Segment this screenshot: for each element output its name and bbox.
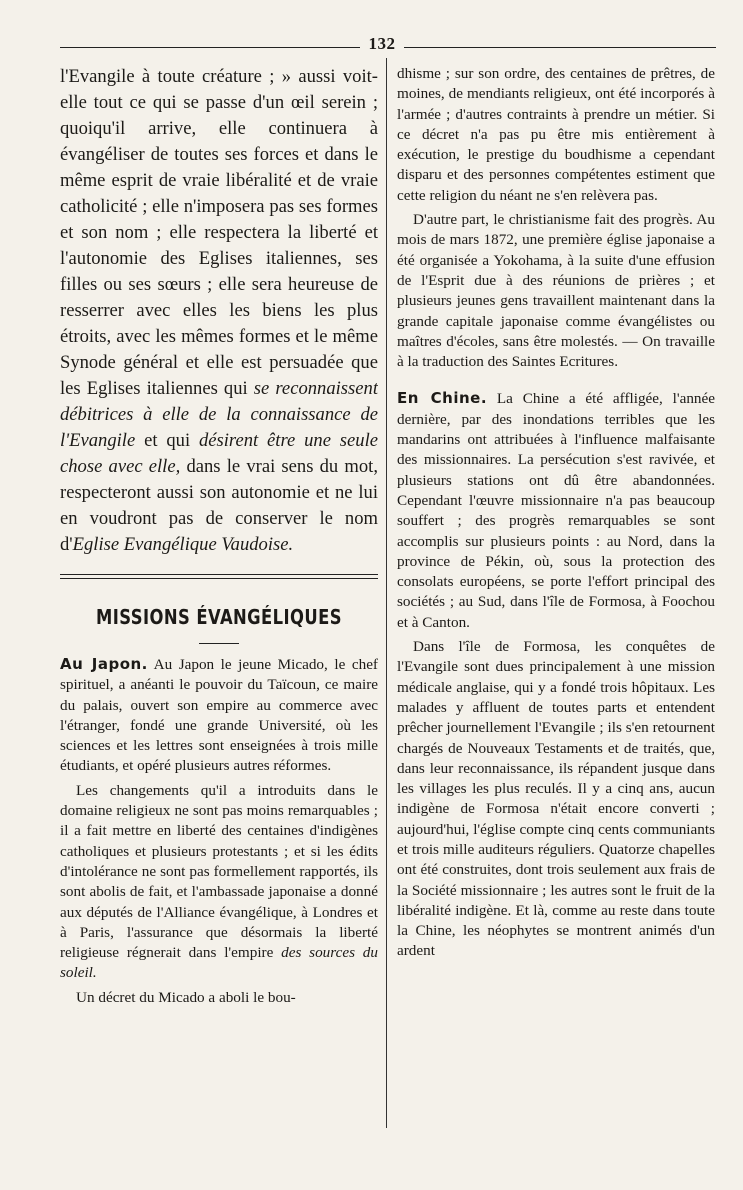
japon-paragraph-3-continued: dhisme ; sur son ordre, des centaines de prêtres, de moines, de mendiants religieux, ont été incorporés à l'armée ; d'autres contraints à prendre un métier. Si ce décret n'a pas pu être mis entièrement à exécution, le prestige du boudhisme a cependant disparu et des personnes compétentes estiment que cette religion du néant ne s'en relèvera pas. — [397, 65, 715, 204]
japon-paragraph-2 — [60, 781, 378, 984]
japon-paragraph-3: Un décret du Micado a aboli le bou- — [76, 988, 296, 1006]
right-column — [397, 64, 715, 962]
japon-heading: Au Japon. — [60, 655, 148, 673]
right-text-block — [397, 64, 715, 962]
intro-run: l'Evangile à toute créature ; » aussi voit-elle tout ce qui se passe d'un œil serein ; quoiqu'il arrive, elle continuera à évangéliser de toutes ses forces et dans le même esprit de vraie libéralité et de vraie catholicité ; elle n'imposera pas ses formes et son nom ; elle respectera la liberté et l'autonomie des Eglises italiennes, ses filles ou ses sœurs ; elle sera heureuse de resserrer avec elles les biens les plus étroits, avec les mêmes formes et le même Synode général et elle est persuadée que les Eglises italiennes qui — [60, 66, 378, 399]
japon-p2-run: Les changements qu'il a introduits dans le domaine religieux ne sont pas moins remarquables ; il a fait mettre en liberté des centaines d'indigènes catholiques et plusieurs protestants ; et si les édits d'intolérance ne sont pas formellement rapportés, ils sont abolis de fait, et l'ambassade japonaise a donné aux députés de l'Alliance évangélique, à Londres et à Paris, l'assurance que désormais la liberté religieuse régnerait dans l'empire — [60, 781, 378, 962]
intro-run: dans le vrai sens du mot, respecteront aussi son autonomie et ne lui en voudront pas de conserver le nom d' — [60, 456, 378, 555]
section-separator — [60, 574, 378, 579]
japon-p1-text: Au Japon le jeune Micado, le chef spirituel, a anéanti le pouvoir du Taïcoun, ce maire du palais, ouvert son empire au commerce avec l'étranger, fondé une grande Université, où les sciences et les lettres sont enseignées à trois mille étudiants, et opéré plusieurs autres réformes. — [60, 656, 378, 775]
japon-p2-run: des sources du soleil. — [60, 944, 378, 982]
japon-block — [60, 654, 378, 1008]
intro-run: désirent être une seule chose avec elle, — [60, 430, 378, 477]
chine-heading: En Chine. — [397, 389, 488, 408]
column-divider — [386, 58, 387, 1128]
japon-paragraph-4: D'autre part, le christianisme fait des progrès. Au mois de mars 1872, une première église japonaise a été organisée a Yokohama, à la suite d'une effusion de l'Esprit due à des réunions de prières ; et plusieurs jeunes gens travaillent maintenant dans la grande capitale japonaise comme évangélistes ou maîtres d'écoles, sans être molestés. — On travaille à la traduction des Saintes Ecritures. — [397, 211, 715, 371]
title-dash — [199, 643, 239, 644]
intro-paragraph — [60, 64, 378, 558]
chine-paragraph-1 — [397, 388, 715, 633]
intro-run: Eglise Evangélique Vaudoise. — [72, 534, 294, 555]
intro-run: et qui — [135, 430, 199, 451]
section-title: MISSIONS ÉVANGÉLIQUES — [96, 605, 342, 629]
page-number: 132 — [368, 34, 396, 53]
header-rule-right — [404, 47, 716, 48]
intro-run: se reconnaissent débitrices à elle de la connaissance de l'Evangile — [60, 378, 378, 451]
chine-paragraph-2: Dans l'île de Formosa, les conquêtes de l'Evangile sont dues principalement à une mission médicale anglaise, qui y a fondé trois hôpitaux. Les malades y affluent de toutes parts et entendent prêcher journellement l'Evangile ; ils s'en retournent chargés de Nouveaux Testaments et de traités, que, dans leur reconnaissance, ils répandent jusque dans les villages les plus reculés. Il y a cinq ans, aucun indigène de Formosa n'était encore converti ; aujourd'hui, l'église compte cinq cents communiants et trois mille auditeurs réguliers. Quatorze chapelles ont été construites, dont trois seulement aux frais de la Société missionnaire ; les autres sont le fruit de la libéralité indigène. Et là, comme au reste dans toute la Chine, les néophytes se montrent animés d'un ardent — [397, 638, 715, 960]
header-rule-left — [60, 47, 360, 48]
chine-p1-text: La Chine a été affligée, l'année dernière, par des inondations terribles que les mandarins ont attribuées à l'influence malfaisante des missionnaires. La persécution s'est ravivée, et plusieurs stations ont dû être abandonnées. Cependant l'œuvre missionnaire n'a pas beaucoup souffert ; des progrès remarquables se sont accomplis sur plusieurs points : au Nord, dans la province de Pékin, où, sous la protection des consolats européens, se porte l'effort principal des sociétés ; au Sud, dans l'île de Formosa, à Foochou et à Canton. — [397, 390, 715, 631]
intro-block — [60, 64, 378, 558]
left-column — [60, 64, 378, 1008]
japon-paragraph-1 — [60, 654, 378, 777]
